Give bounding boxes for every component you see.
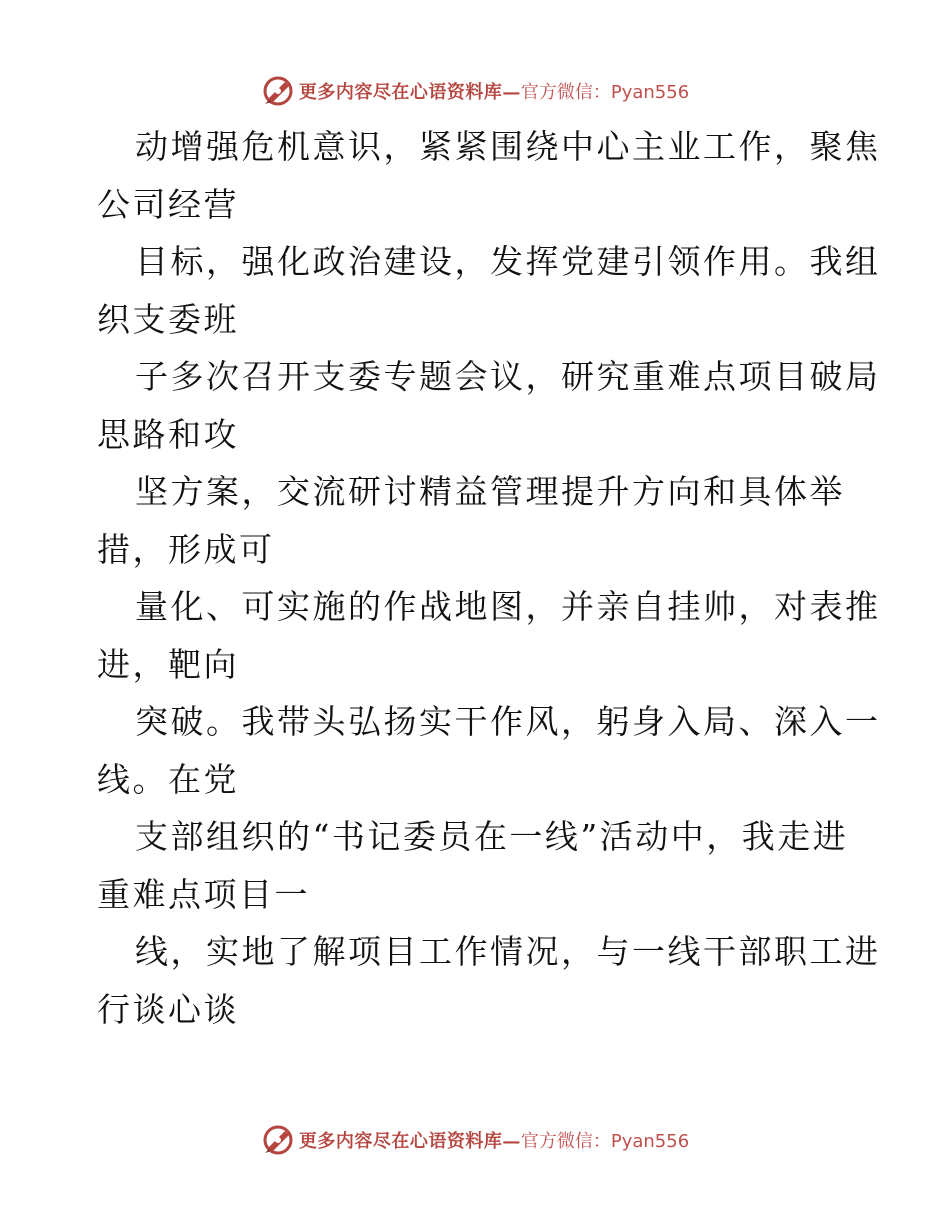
paragraph-line: 织支委班 [97,299,239,339]
paragraph-line: 公司经营 [97,184,239,224]
footer-banner-title: 更多内容尽在心语资料库 [298,1131,503,1152]
paragraph-line: 目标，强化政治建设，发挥党建引领作用。我组 [135,242,881,281]
header-banner-dash: — [502,82,521,103]
paragraph [97,578,881,693]
paragraph [97,693,881,808]
paragraph-line: 动增强危机意识，紧紧围绕中心主业工作，聚焦 [135,127,881,166]
document-body [97,118,881,1038]
paragraph [97,118,881,233]
footer-banner-dash: — [502,1131,521,1152]
paragraph-line: 措，形成可 [97,529,275,569]
footer-banner-wechat: 官方微信：Pyan556 [520,1131,690,1152]
paragraph [97,348,881,463]
paragraph [97,233,881,348]
footer-banner-text [299,1127,689,1153]
paragraph-line: 思路和攻 [97,414,239,454]
paragraph [97,923,881,1038]
paragraph [97,463,857,578]
header-banner-wechat: 官方微信：Pyan556 [520,82,690,103]
pen-logo-icon [261,1123,295,1157]
paragraph [97,808,857,923]
paragraph-line: 坚方案，交流研讨精益管理提升方向和具体举 [135,472,845,511]
pen-logo-icon [261,74,295,108]
header-banner-text [299,78,689,104]
paragraph-line: 线。在党 [97,759,239,799]
footer-banner [0,1120,950,1160]
paragraph-line: 进，靶向 [97,644,239,684]
paragraph-line: 行谈心谈 [97,989,239,1029]
paragraph-line: 支部组织的“书记委员在一线”活动中，我走进 [135,817,849,856]
header-banner [0,71,950,111]
paragraph-line: 子多次召开支委专题会议，研究重难点项目破局 [135,357,881,396]
paragraph-line: 突破。我带头弘扬实干作风，躬身入局、深入一 [135,702,881,741]
paragraph-line: 重难点项目一 [97,874,310,914]
paragraph-line: 线，实地了解项目工作情况，与一线干部职工进 [135,932,881,971]
paragraph-line: 量化、可实施的作战地图，并亲自挂帅，对表推 [135,587,881,626]
header-banner-title: 更多内容尽在心语资料库 [298,82,503,103]
